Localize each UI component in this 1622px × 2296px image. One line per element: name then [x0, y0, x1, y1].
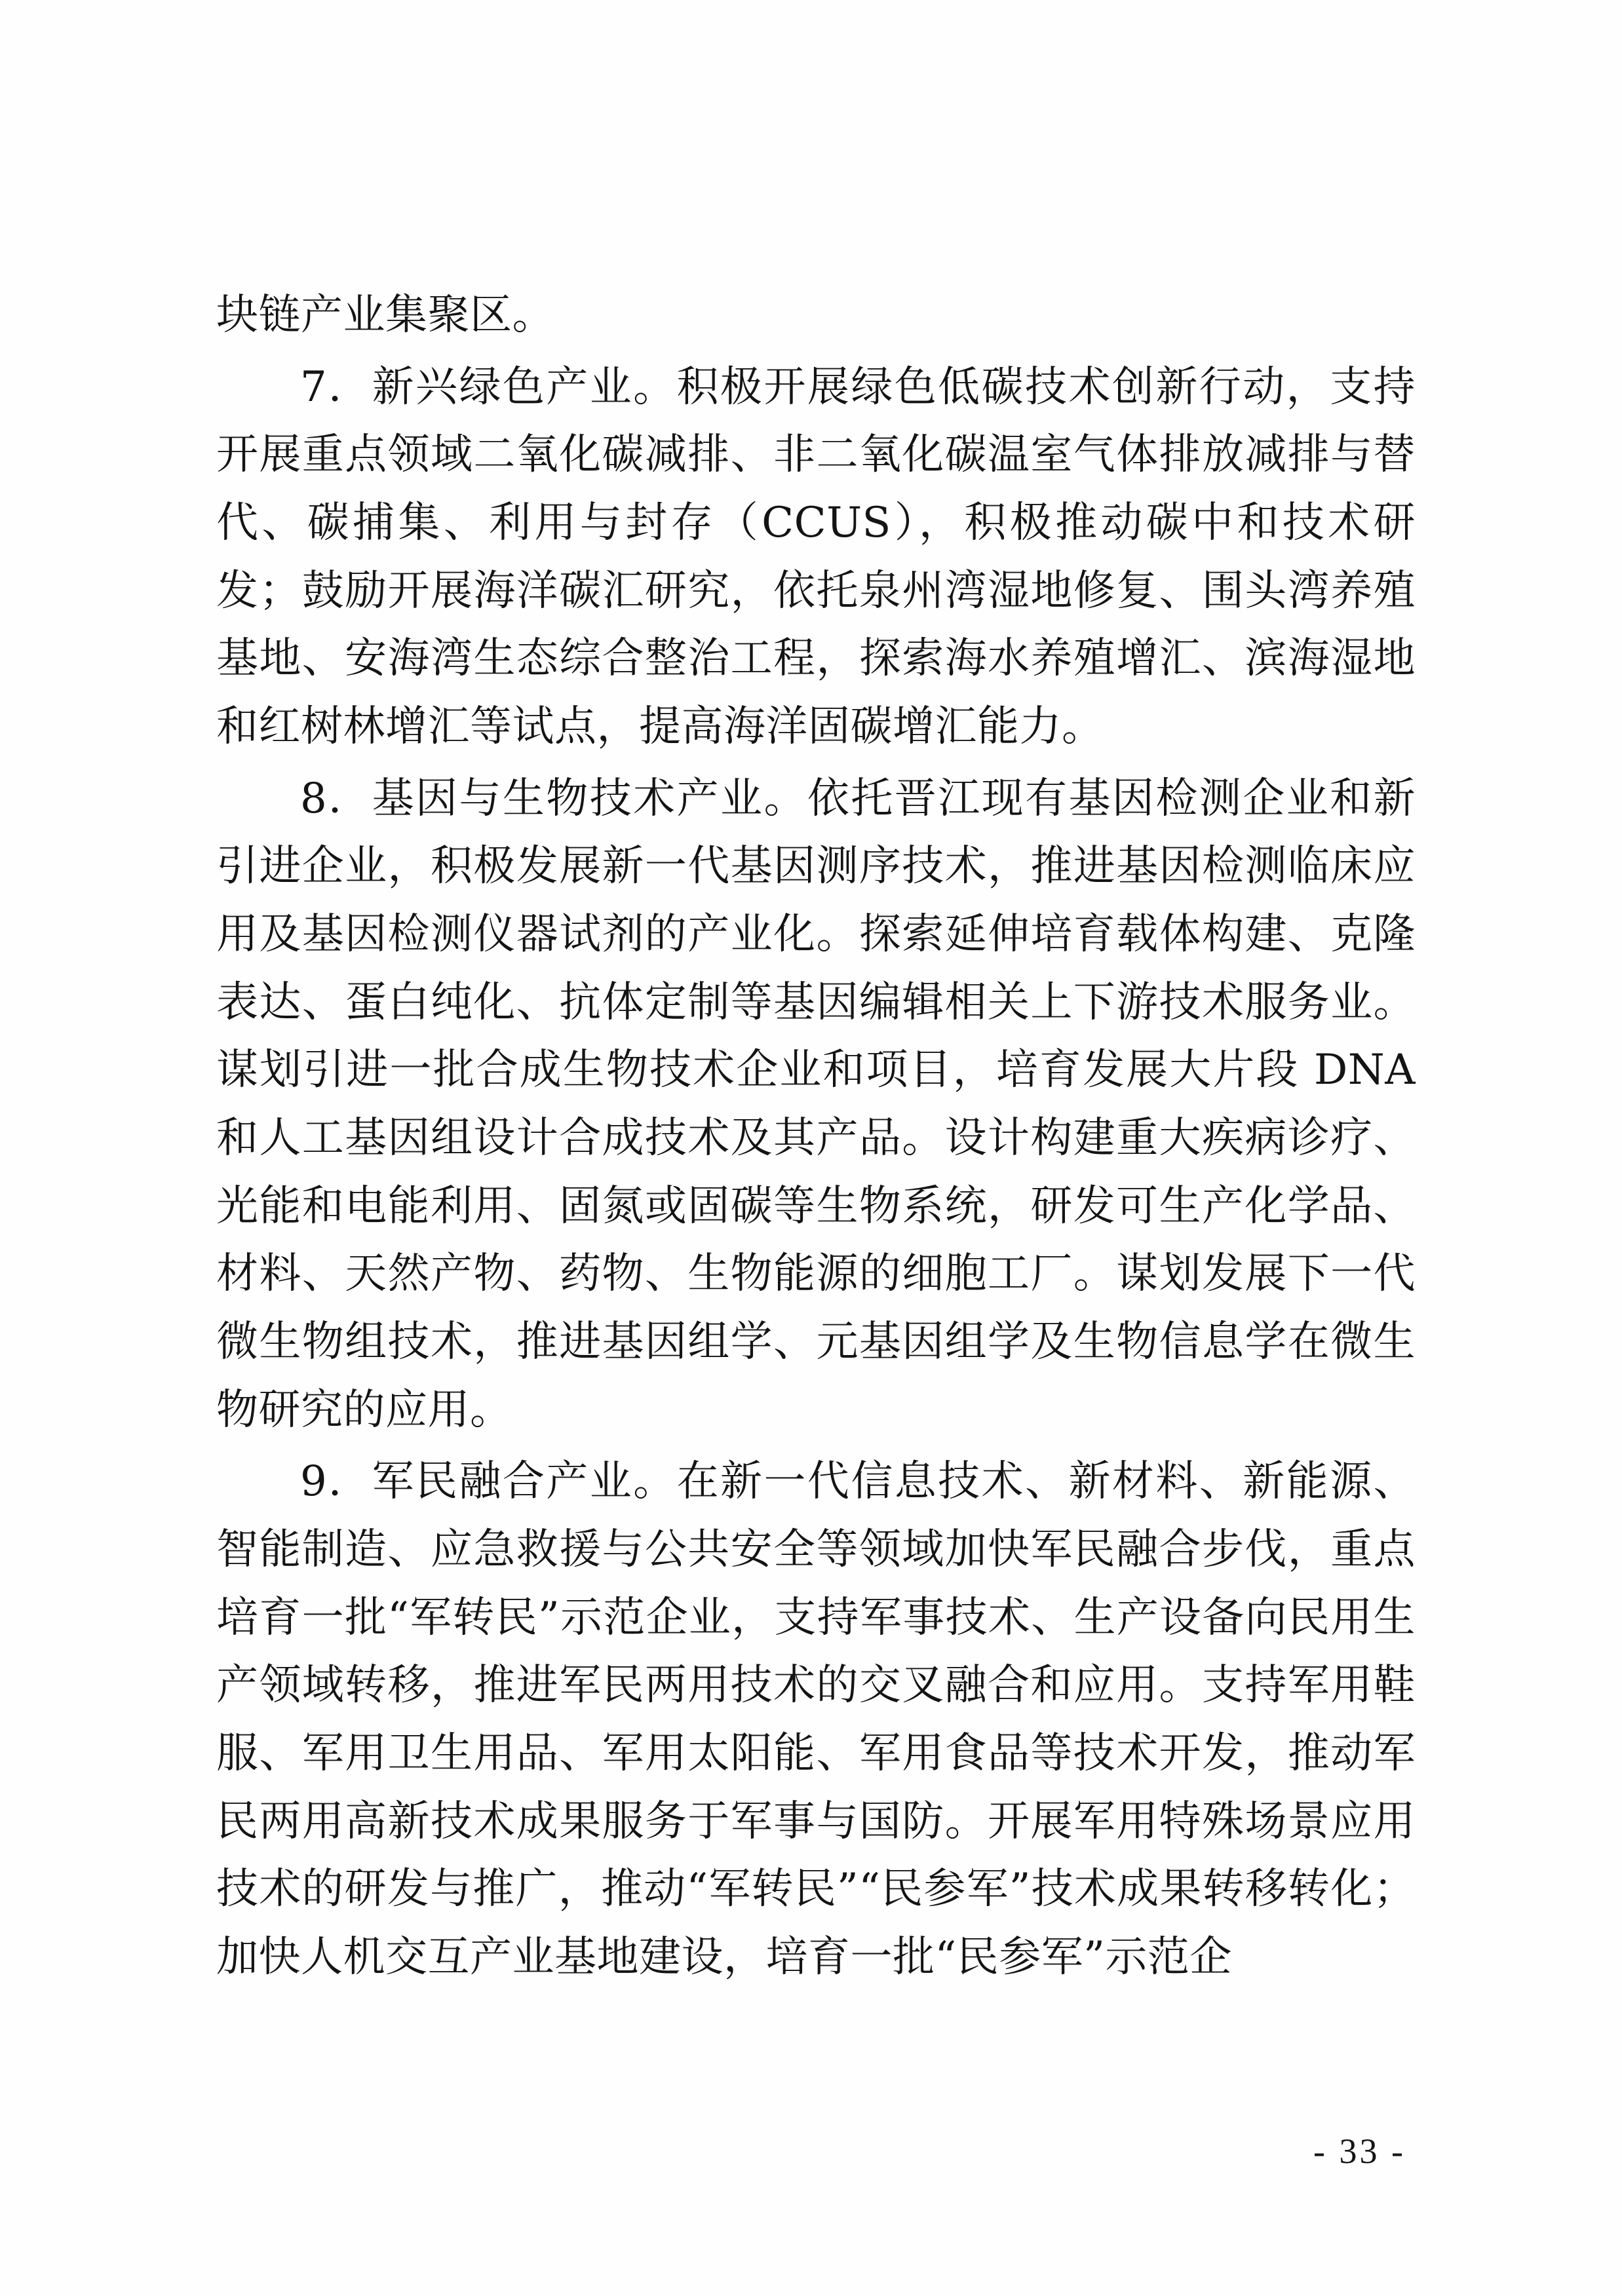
page-number: - 33 - [1313, 2132, 1406, 2171]
paragraph-continued: 块链产业集聚区。 [216, 291, 554, 339]
paragraph-item-7: 7．新兴绿色产业。积极开展绿色低碳技术创新行动，支持开展重点领域二氧化碳减排、非二氧化碳温室气体排放减排与替代、碳捕集、利用与封存（CCUS），积极推动碳中和技术研发；鼓励开展海洋碳汇研究，依托泉州湾湿地修复、围头湾养殖基地、安海湾生态综合整治工程，探索海水养殖增汇、滨海湿地和红树林增汇等试点，提高海洋固碳增汇能力。 [216, 362, 1416, 752]
paragraph-item-9: 9．军民融合产业。在新一代信息技术、新材料、新能源、智能制造、应急救援与公共安全等领域加快军民融合步伐，重点培育一批“军转民”示范企业，支持军事技术、生产设备向民用生产领域转移，推进军民两用技术的交叉融合和应用。支持军用鞋服、军用卫生用品、军用太阳能、军用食品等技术开发，推动军民两用高新技术成果服务于军事与国防。开展军用特殊场景应用技术的研发与推广，推动“军转民”“民参军”技术成果转移转化；加快人机交互产业基地建设，培育一批“民参军”示范企 [216, 1457, 1416, 1982]
page-body [216, 282, 1416, 1996]
paragraph-item-8: 8．基因与生物技术产业。依托晋江现有基因检测企业和新引进企业，积极发展新一代基因测序技术，推进基因检测临床应用及基因检测仪器试剂的产业化。探索延伸培育载体构建、克隆表达、蛋白纯化、抗体定制等基因编辑相关上下游技术服务业。谋划引进一批合成生物技术企业和项目，培育发展大片段 DNA 和人工基因组设计合成技术及其产品。设计构建重大疾病诊疗、光能和电能利用、固氮或固碳等生物系统，研发可生产化学品、材料、天然产物、药物、生物能源的细胞工厂。谋划发展下一代微生物组技术，推进基因组学、元基因组学及生物信息学在微生物研究的应用。 [216, 774, 1416, 1434]
